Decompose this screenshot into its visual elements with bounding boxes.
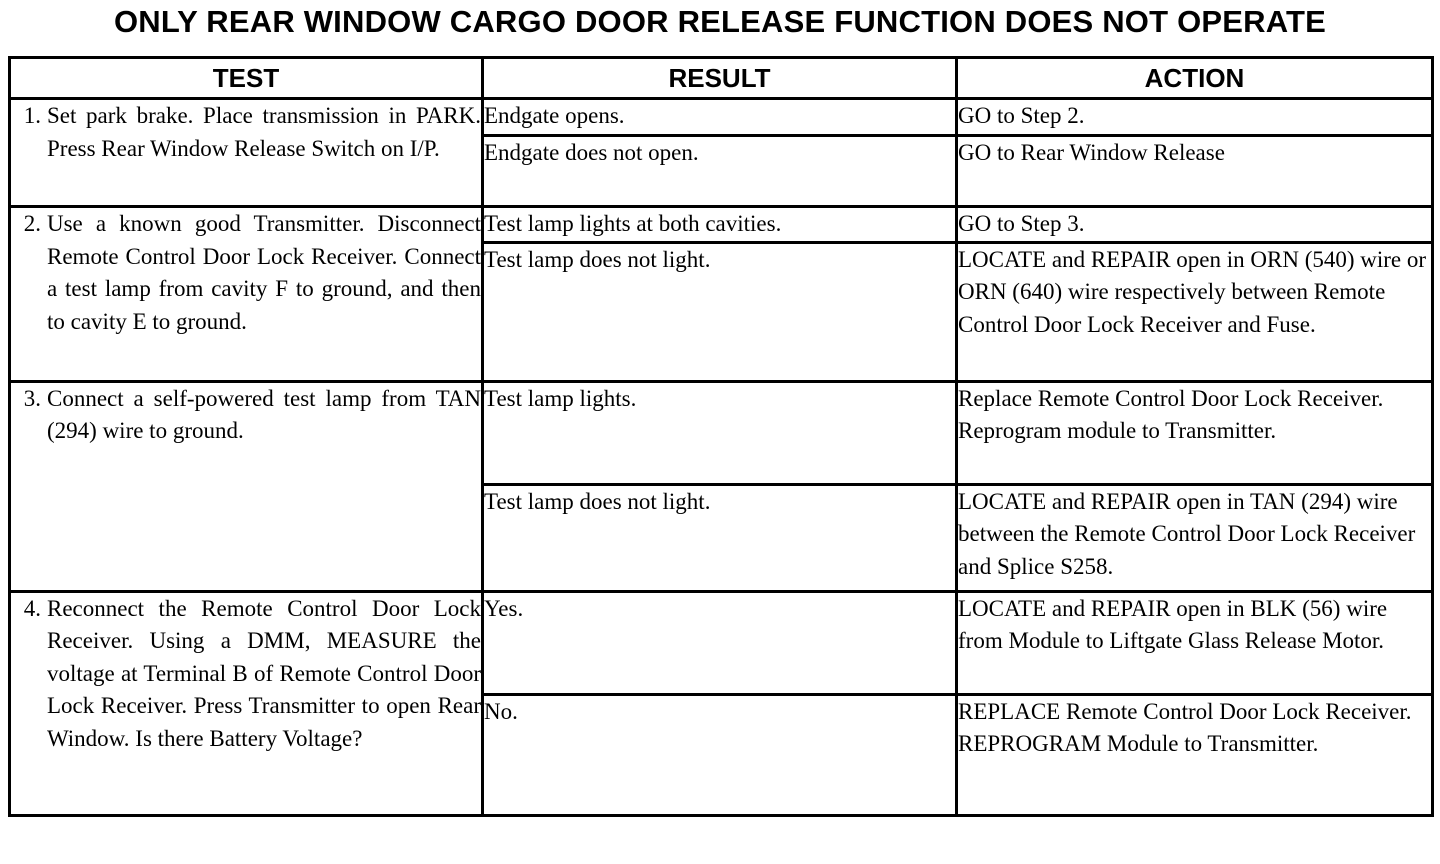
column-header-action: ACTION — [957, 58, 1433, 99]
action-cell: GO to Rear Window Release — [957, 136, 1433, 207]
table-row — [10, 381, 1433, 484]
result-cell: Test lamp lights. — [483, 381, 957, 484]
step-test-text: Use a known good Transmitter. Disconnect Remote Control Door Lock Receiver. Connect a test lamp from cavity F to ground, and then to cavity E to ground. — [47, 211, 481, 334]
step-test-text: Set park brake. Place transmission in PARK. Press Rear Window Release Switch on I/P. — [47, 103, 481, 161]
step-2-test-cell — [10, 207, 483, 382]
result-cell: Endgate opens. — [483, 99, 957, 136]
step-test-text: Connect a self-powered test lamp from TAN (294) wire to ground. — [47, 385, 481, 443]
step-3-test-cell — [10, 381, 483, 591]
step-test-text: Reconnect the Remote Control Door Lock Receiver. Using a DMM, MEASURE the voltage at Terminal B of Remote Control Door Lock Receiver. Press Transmitter to open Rear Window. Is there Battery Voltage? — [47, 595, 481, 751]
table-row — [10, 591, 1433, 694]
result-cell: Test lamp does not light. — [483, 484, 957, 591]
result-cell: Test lamp does not light. — [483, 242, 957, 381]
step-1-test-cell — [10, 99, 483, 207]
step-number: 1. — [23, 103, 41, 128]
action-cell: LOCATE and REPAIR open in ORN (540) wire or ORN (640) wire respectively between Remote Control Door Lock Receiver and Fuse. — [957, 242, 1433, 381]
action-cell: LOCATE and REPAIR open in TAN (294) wire between the Remote Control Door Lock Receiver and Splice S258. — [957, 484, 1433, 591]
result-cell: No. — [483, 694, 957, 815]
step-number: 2. — [23, 211, 41, 236]
result-cell: Test lamp lights at both cavities. — [483, 207, 957, 243]
result-cell: Endgate does not open. — [483, 136, 957, 207]
action-cell: GO to Step 2. — [957, 99, 1433, 136]
page-title: ONLY REAR WINDOW CARGO DOOR RELEASE FUNCTION DOES NOT OPERATE — [113, 4, 1327, 39]
step-number: 4. — [23, 595, 41, 621]
action-cell: Replace Remote Control Door Lock Receiver. Reprogram module to Transmitter. — [957, 381, 1433, 484]
table-row — [10, 207, 1433, 243]
diagnostic-table — [8, 56, 1434, 817]
column-header-test: TEST — [10, 58, 483, 99]
action-cell: LOCATE and REPAIR open in BLK (56) wire from Module to Liftgate Glass Release Motor. — [957, 591, 1433, 694]
action-cell: REPLACE Remote Control Door Lock Receiver. REPROGRAM Module to Transmitter. — [957, 694, 1433, 815]
header-row — [10, 58, 1433, 99]
result-cell: Yes. — [483, 591, 957, 694]
action-cell: GO to Step 3. — [957, 207, 1433, 243]
step-4-test-cell — [10, 591, 483, 815]
step-number: 3. — [23, 385, 41, 411]
table-row — [10, 99, 1433, 136]
column-header-result: RESULT — [483, 58, 957, 99]
